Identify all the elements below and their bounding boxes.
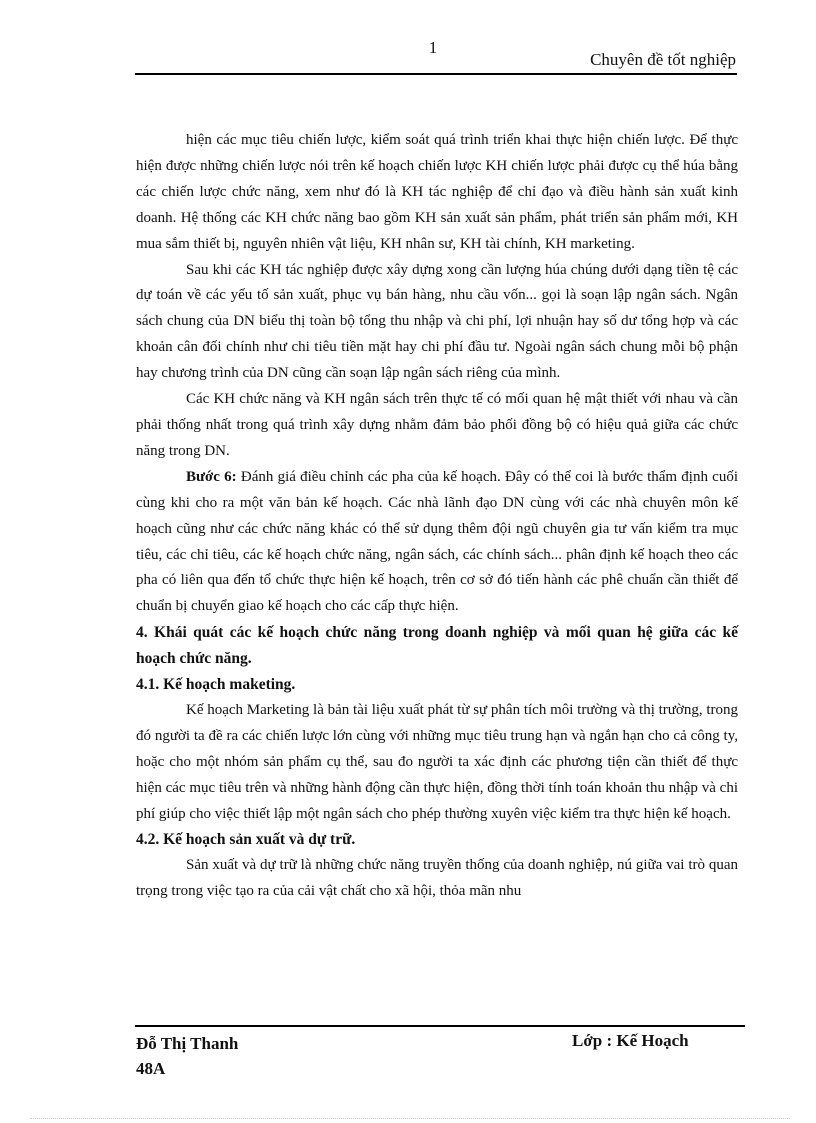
paragraph: Các KH chức năng và KH ngân sách trên thực tế có mối quan hệ mật thiết với nhau và cần phải thống nhất trong quá trình xây dựng nhằm đảm bảo phối đồng bộ có hiệu quả giữa các chức năng trong DN. (136, 391, 738, 459)
paragraph: hiện các mục tiêu chiến lược, kiểm soát quá trình triển khai thực hiện chiến lược. Để thực hiện được những chiến lược nói trên kế hoạch chiến lược KH chiến lược phải được cụ thể húa bằng các chiến lược chức năng, xem như đó là KH tác nghiệp để chỉ đạo và điều hành sản xuất kinh doanh. Hệ thống các KH chức năng bao gồm KH sản xuất sản phẩm, phát triển sản phẩm mới, KH mua sắm thiết bị, nguyên nhiên vật liệu, KH nhân sư, KH tài chính, KH marketing. (136, 132, 738, 252)
paragraph: Sau khi các KH tác nghiệp được xây dựng xong cần lượng húa chúng dưới dạng tiền tệ các dự toán về các yếu tố sản xuất, phục vụ bán hàng, nhu cầu vốn... gọi là soạn lập ngân sách. Ngân sách chung của DN biểu thị toàn bộ tổng thu nhập và chi phí, lợi nhuận hay số dư tổng hợp và các khoản cân đối chính như chi tiêu tiền mặt hay chi phí đầu tư. Ngoài ngân sách chung mỗi bộ phận hay chương trình của DN cũng cần soạn lập ngân sách riêng của mình. (136, 261, 738, 382)
footer-class: Lớp : Kế Hoạch (572, 1031, 689, 1050)
section-heading: 4. Khái quát các kế hoạch chức năng trong doanh nghiệp và mối quan hệ giữa các kế hoạch chức năng. (136, 624, 738, 668)
header-divider (135, 73, 737, 75)
subsection-heading: 4.2. Kế hoạch sản xuất và dự trữ. (136, 831, 356, 849)
footer-divider (135, 1025, 745, 1027)
step-label: Bước 6: (186, 468, 237, 485)
author-name: Đỗ Thị Thanh (136, 1034, 239, 1053)
paragraph: Kế hoạch Marketing là bản tài liệu xuất phát từ sự phân tích môi trường và thị trường, trong đó người ta đề ra các chiến lược lớn cùng với những mục tiêu trung hạn và ngắn hạn cho cả công ty, hoặc cho một nhóm sản phẩm cụ thể, sau đo người ta xác định các phương tiện cần thiết để thực hiện các mục tiêu trên và những hành động cần thực hiện, đồng thời tính toán khoản thu nhập và chi phí giúp cho việc thiết lập một ngân sách cho phép thường xuyên việc kiểm tra thực hiện kế hoạch. (136, 701, 739, 822)
subsection-heading: 4.1. Kế hoạch maketing. (136, 676, 296, 694)
author-cohort: 48A (136, 1059, 166, 1078)
paragraph: Sản xuất và dự trữ là những chức năng truyền thống của doanh nghiệp, nú giữa vai trò quan trọng trong việc tạo ra của cải vật chất cho xã hội, thỏa mãn nhu (136, 857, 738, 900)
footer-author (136, 1031, 238, 1081)
page-number: 1 (428, 38, 438, 57)
page-border (30, 1118, 790, 1119)
step-text: Đánh giá điều chỉnh các pha của kế hoạch. Đây có thể coi là bước thẩm định cuối cùng khi cho ra một văn bản kế hoạch. Các nhà lãnh đạo DN cùng với các nhà chuyên môn kế hoạch cũng như các chức năng khác có thể sử dụng thêm đội ngũ chuyên gia tư vấn kiểm tra mục tiêu, các chỉ tiêu, các kế hoạch chức năng, ngân sách, các chính sách... phân định kế hoạch theo các pha có liên qua đến tổ chức thực hiện kế hoạch, trên cơ sở đó tiến hành các phê chuẩn cần thiết để chuẩn bị chuyển giao kế hoạch cho các cấp thực hiện. (136, 468, 739, 615)
document-body (136, 128, 738, 905)
paragraph-step-6 (136, 465, 738, 620)
header-title: Chuyên đề tốt nghiệp (590, 50, 736, 69)
